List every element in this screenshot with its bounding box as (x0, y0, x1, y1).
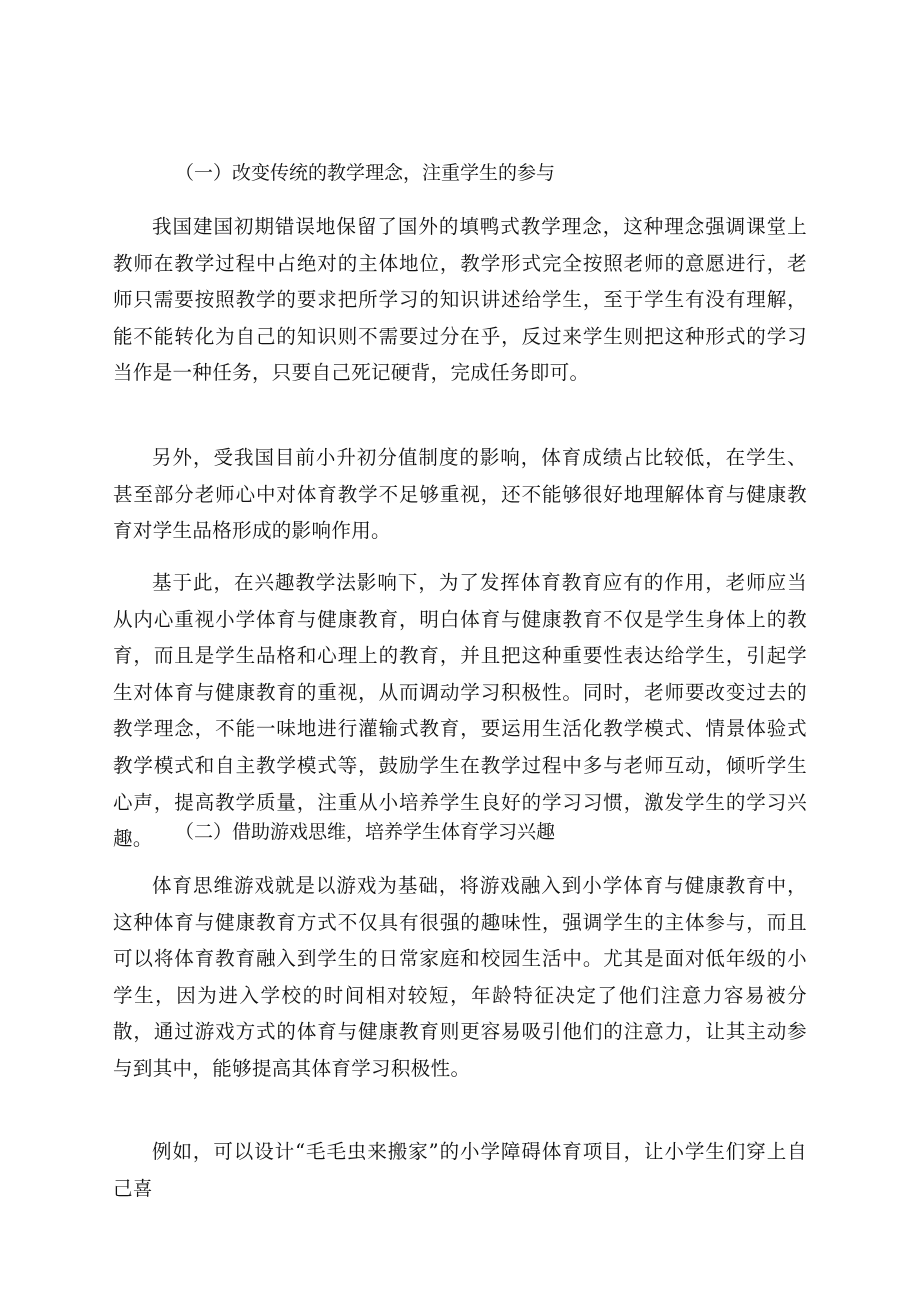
paragraph-3: 基于此，在兴趣教学法影响下，为了发挥体育教育应有的作用，老师应当从内心重视小学体育与健康教育，明白体育与健康教育不仅是学生身体上的教育，而且是学生品格和心理上的教育，并且把这种重要性表达给学生，引起学生对体育与健康教育的重视，从而调动学习积极性。同时，老师要改变过去的教学理念，不能一味地进行灌输式教育，要运用生活化教学模式、情景体验式教学模式和自主教学模式等，鼓励学生在教学过程中多与老师互动，倾听学生心声，提高教学质量，注重从小培养学生良好的学习习惯，激发学生的学习兴趣。 (113, 571, 807, 851)
paragraph-1: 我国建国初期错误地保留了国外的填鸭式教学理念，这种理念强调课堂上教师在教学过程中占绝对的主体地位，教学形式完全按照老师的意愿进行，老师只需要按照教学的要求把所学习的知识讲述给学生，至于学生有没有理解，能不能转化为自己的知识则不需要过分在乎，反过来学生则把这种形式的学习当作是一种任务，只要自己死记硬背，完成任务即可。 (113, 215, 807, 385)
section-heading-2: （二）借助游戏思维，培养学生体育学习兴趣 (175, 821, 556, 843)
section-heading-1: （一）改变传统的教学理念，注重学生的参与 (175, 162, 556, 184)
paragraph-5: 例如，可以设计“毛毛虫来搬家”的小学障碍体育项目，让小学生们穿上自己喜 (113, 1140, 807, 1200)
paragraph-4: 体育思维游戏就是以游戏为基础，将游戏融入到小学体育与健康教育中，这种体育与健康教育方式不仅具有很强的趣味性，强调学生的主体参与，而且可以将体育教育融入到学生的日常家庭和校园生活中。尤其是面对低年级的小学生，因为进入学校的时间相对较短，年龄特征决定了他们注意力容易被分散，通过游戏方式的体育与健康教育则更容易吸引他们的注意力，让其主动参与到其中，能够提高其体育学习积极性。 (113, 874, 807, 1080)
paragraph-2: 另外，受我国目前小升初分值制度的影响，体育成绩占比较低，在学生、甚至部分老师心中对体育教学不足够重视，还不能够很好地理解体育与健康教育对学生品格形成的影响作用。 (113, 446, 807, 543)
